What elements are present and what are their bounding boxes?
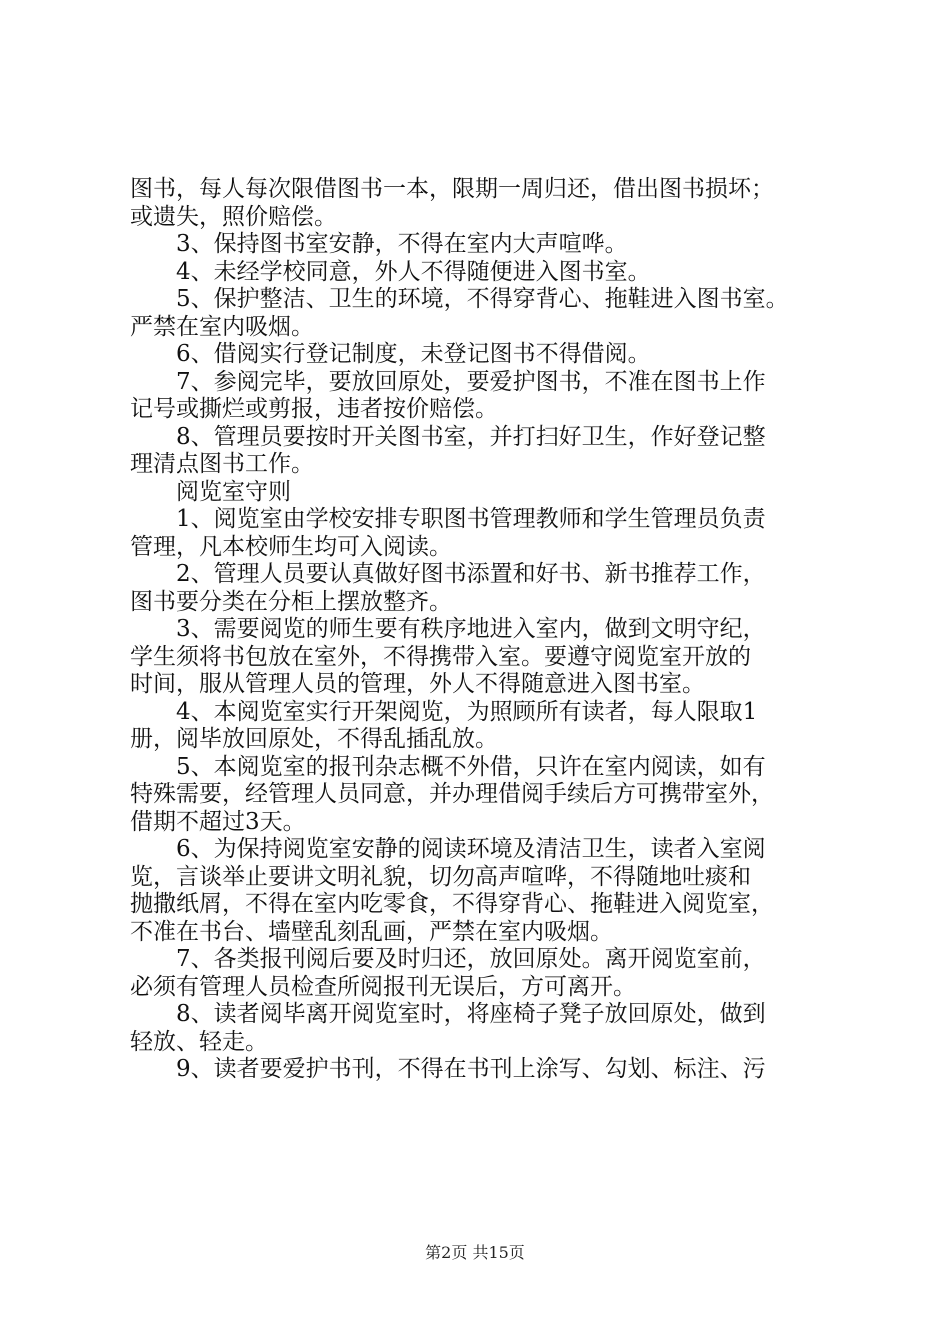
text-line: 7、参阅完毕，要放回原处，要爱护图书，不准在图书上作 [176, 368, 766, 395]
text-line: 记号或撕烂或剪报，违者按价赔偿。 [130, 396, 498, 422]
text-line: 图书，每人每次限借图书一本，限期一周归还，借出图书损坏； [130, 176, 774, 202]
text-line: 览，言谈举止要讲文明礼貌，切勿高声喧哗，不得随地吐痰和 [130, 863, 751, 890]
text-line: 学生须将书包放在室外，不得携带入室。要遵守阅览室开放的 [130, 643, 751, 670]
text-line: 9、读者要爱护书刊，不得在书刊上涂写、勾划、标注、污 [176, 1056, 766, 1082]
text-line: 2、管理人员要认真做好图书添置和好书、新书推荐工作， [176, 561, 766, 587]
text-line: 4、本阅览室实行开架阅览，为照顾所有读者，每人限取1 [176, 698, 758, 725]
text-line: 1、阅览室由学校安排专职图书管理教师和学生管理员负责 [176, 506, 766, 532]
text-line: 阅览室守则 [176, 478, 291, 505]
text-line: 7、各类报刊阅后要及时归还，放回原处。离开阅览室前， [176, 946, 766, 972]
text-line: 抛撒纸屑，不得在室内吃零食，不得穿背心、拖鞋进入阅览室， [130, 891, 774, 917]
text-line: 理清点图书工作。 [130, 451, 314, 477]
text-line: 6、为保持阅览室安静的阅读环境及清洁卫生，读者入室阅 [176, 836, 766, 862]
text-line: 轻放、轻走。 [130, 1028, 268, 1055]
text-line: 借期不超过3天。 [130, 808, 306, 835]
text-line: 8、管理员要按时开关图书室，并打扫好卫生，作好登记整 [176, 423, 766, 450]
text-line: 3、需要阅览的师生要有秩序地进入室内，做到文明守纪， [176, 616, 766, 642]
text-line: 必须有管理人员检查所阅报刊无误后，方可离开。 [130, 973, 636, 1000]
text-line: 6、借阅实行登记制度，未登记图书不得借阅。 [176, 341, 651, 367]
text-line: 3、保持图书室安静，不得在室内大声喧哗。 [176, 231, 628, 257]
text-line: 严禁在室内吸烟。 [130, 313, 314, 340]
text-line: 特殊需要，经管理人员同意，并办理借阅手续后方可携带室外， [130, 781, 774, 807]
document-body [130, 176, 840, 1084]
text-line: 图书要分类在分柜上摆放整齐。 [130, 588, 452, 615]
page-footer: 第2页 共15页 [425, 1243, 525, 1262]
text-line: 管理，凡本校师生均可入阅读。 [130, 533, 452, 560]
text-line: 5、保护整洁、卫生的环境，不得穿背心、拖鞋进入图书室。 [176, 286, 789, 312]
text-line: 5、本阅览室的报刊杂志概不外借，只许在室内阅读，如有 [176, 753, 766, 780]
text-line: 4、未经学校同意，外人不得随便进入图书室。 [176, 258, 651, 285]
text-line: 不准在书台、墙壁乱刻乱画，严禁在室内吸烟。 [130, 918, 613, 945]
text-line: 8、读者阅毕离开阅览室时，将座椅子凳子放回原处，做到 [176, 1001, 766, 1027]
text-line: 或遗失，照价赔偿。 [130, 203, 337, 230]
text-line: 册，阅毕放回原处，不得乱插乱放。 [130, 726, 498, 752]
text-line: 时间，服从管理人员的管理，外人不得随意进入图书室。 [130, 671, 705, 697]
